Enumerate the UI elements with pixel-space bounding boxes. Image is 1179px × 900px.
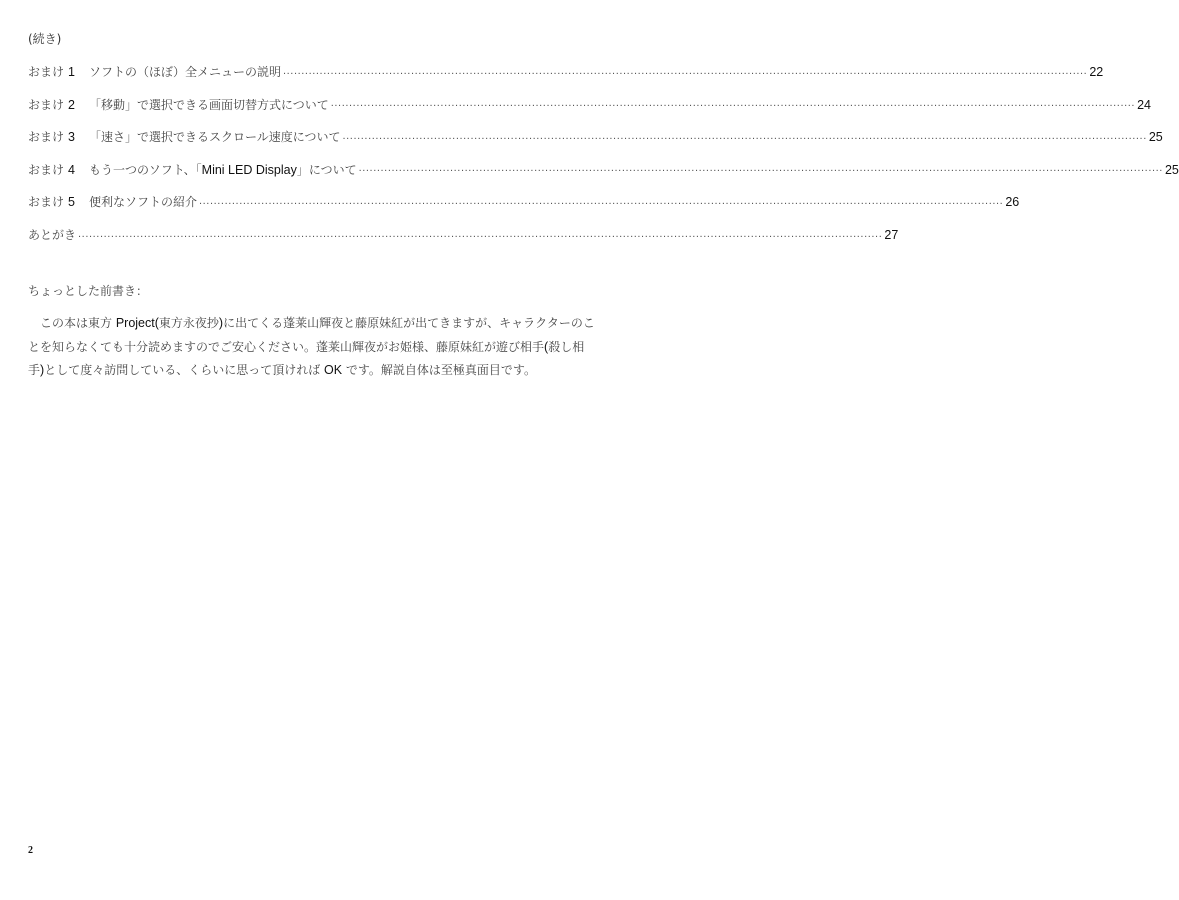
toc-entry-number: 3 [68, 130, 75, 145]
page-number: 2 [28, 845, 33, 856]
toc-entry-prefix: おまけ [28, 195, 65, 210]
preface-text-run: Project( [115, 316, 159, 330]
toc-entry-page: 26 [1005, 195, 1020, 210]
preface-text-run: です。解説自体は至極真面目です。 [342, 363, 536, 377]
toc-entry-prefix: おまけ [28, 130, 65, 145]
toc-entry [28, 96, 1151, 129]
toc-entry-page: 22 [1089, 65, 1104, 79]
toc-entry [28, 63, 1104, 96]
toc-entry-number: 2 [68, 97, 75, 112]
toc-entry-prefix: あとがき [28, 227, 77, 242]
toc-entry-title: 「速さ」で選択できるスクロール速度について [88, 130, 341, 145]
table-of-contents [28, 63, 1179, 259]
preface-text-run: 殺し相手 [28, 339, 585, 377]
toc-entry-number: 5 [68, 195, 75, 210]
toc-dot-leader: ............................................................................................................................................................................................................................ [198, 194, 1004, 207]
continued-label: (続き) [28, 32, 62, 46]
toc-dot-leader: ............................................................................................................................................................................................................................ [358, 162, 1163, 175]
toc-entry [28, 193, 1020, 226]
preface-text-run: ( [544, 339, 549, 354]
toc-entry-number: 4 [68, 162, 75, 177]
toc-entry [28, 128, 1163, 161]
toc-entry-title: 便利なソフトの紹介 [88, 195, 197, 210]
toc-entry-page: 25 [1164, 162, 1179, 177]
toc-entry-prefix: おまけ [28, 162, 65, 177]
preface-text-run: 東方永夜抄 [158, 316, 219, 330]
preface-text-run: ) [218, 316, 224, 330]
preface-text-run: ) [40, 363, 45, 377]
preface-text-run: として度々訪問している、くらいに思って頂ければ [44, 363, 325, 377]
toc-entry-page: 27 [884, 227, 899, 242]
toc-dot-leader: ............................................................................................................................................................................................................................ [330, 97, 1136, 110]
preface-heading: ちょっとした前書き： [28, 284, 149, 298]
toc-entry-title: 「移動」で選択できる画面切替方式について [88, 97, 329, 112]
toc-entry-number: 1 [68, 65, 75, 79]
toc-entry-prefix: おまけ [28, 65, 65, 79]
toc-entry-prefix: おまけ [28, 97, 65, 112]
preface-text-run: に出てくる蓬莱山輝夜と藤原妹紅が出てきますが、キャラクターのことを知らなくても十分読めますのでご安心ください。蓬莱山輝夜がお姫様、藤原妹紅が遊び相手 [28, 316, 595, 354]
toc-entry-title: ソフトの（ほぼ）全メニューの説明 [88, 65, 281, 79]
toc-entry-page: 25 [1148, 130, 1163, 145]
toc-dot-leader: ............................................................................................................................................................................................................................ [78, 227, 883, 240]
preface-body [28, 312, 600, 383]
toc-entry [28, 161, 1179, 194]
toc-entry-page: 24 [1137, 97, 1151, 112]
preface-text-run: OK [324, 363, 343, 377]
toc-entry [28, 226, 899, 259]
preface-text-run: この本は東方 [40, 316, 116, 330]
toc-dot-leader: ............................................................................................................................................................................................................................ [342, 129, 1147, 142]
toc-dot-leader: ............................................................................................................................................................................................................................ [282, 64, 1088, 77]
toc-entry-title: もう一つのソフト、「Mini LED Display」について [88, 162, 357, 177]
